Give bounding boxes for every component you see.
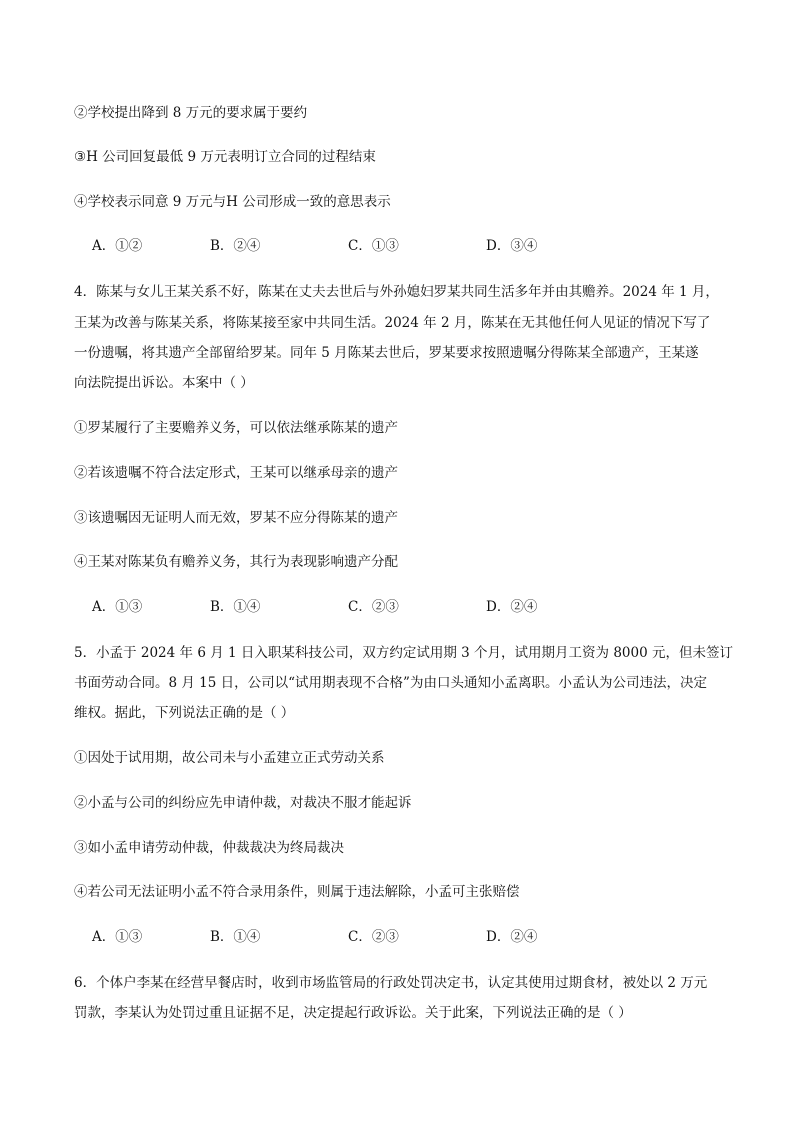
q4-stem-line-4: 向法院提出诉讼。本案中（ ）: [74, 375, 254, 391]
q5-statement-2: ②小孟与公司的纠纷应先申请仲裁，对裁决不服才能起诉: [74, 795, 412, 811]
q4-option-d[interactable]: D．②④: [486, 599, 538, 615]
q5-stem-line-1: 5．小孟于 2024 年 6 月 1 日入职某科技公司，双方约定试用期 3 个月，试用期月工资为 8000 元，但未签订: [74, 645, 733, 661]
q4-option-c[interactable]: C．②③: [348, 599, 399, 615]
q4-statement-1: ①罗某履行了主要赡养义务，可以依法继承陈某的遗产: [74, 420, 398, 436]
q4-stem-line-3: 一份遗嘱，将其遗产全部留给罗某。同年 5 月陈某去世后，罗某要求按照遗嘱分得陈某全部遗产，王某遂: [74, 345, 699, 361]
q5-option-a[interactable]: A．①③: [92, 929, 143, 945]
q3-option-d[interactable]: D．③④: [486, 238, 538, 254]
q5-stem-line-3: 维权。据此，下列说法正确的是（ ）: [74, 705, 295, 721]
q4-stem-line-1: 4．陈某与女儿王某关系不好，陈某在丈夫去世后与外孙媳妇罗某共同生活多年并由其赡养。2024 年 1 月，: [74, 284, 719, 300]
q4-option-b[interactable]: B．①④: [210, 599, 261, 615]
q5-option-b[interactable]: B．①④: [210, 929, 261, 945]
q3-option-c[interactable]: C．①③: [348, 238, 399, 254]
q5-statement-4: ④若公司无法证明小孟不符合录用条件，则属于违法解除，小孟可主张赔偿: [74, 884, 520, 900]
q3-statement-4: ④学校表示同意 9 万元与H 公司形成一致的意思表示: [74, 194, 391, 210]
q4-option-a[interactable]: A．①③: [92, 599, 143, 615]
q3-option-b[interactable]: B．②④: [210, 238, 261, 254]
q5-stem-line-2: 书面劳动合同。8 月 15 日，公司以“试用期表现不合格”为由口头通知小孟离职。小孟认为公司违法，决定: [74, 675, 707, 691]
q4-statement-3: ③该遗嘱因无证明人而无效，罗某不应分得陈某的遗产: [74, 510, 398, 526]
q6-stem-line-1: 6．个体户李某在经营早餐店时，收到市场监管局的行政处罚决定书，认定其使用过期食材，被处以 2 万元: [74, 975, 708, 991]
q4-stem-line-2: 王某为改善与陈某关系，将陈某接至家中共同生活。2024 年 2 月，陈某在无其他任何人见证的情况下写了: [74, 315, 711, 331]
q5-statement-1: ①因处于试用期，故公司未与小孟建立正式劳动关系: [74, 750, 385, 766]
q5-option-c[interactable]: C．②③: [348, 929, 399, 945]
q4-statement-2: ②若该遗嘱不符合法定形式，王某可以继承母亲的遗产: [74, 465, 398, 481]
q3-option-a[interactable]: A．①②: [92, 238, 143, 254]
q3-statement-2: ②学校提出降到 8 万元的要求属于要约: [74, 105, 308, 121]
q5-option-d[interactable]: D．②④: [486, 929, 538, 945]
q5-statement-3: ③如小孟申请劳动仲裁，仲裁裁决为终局裁决: [74, 840, 344, 856]
q3-statement-3: ③H 公司回复最低 9 万元表明订立合同的过程结束: [74, 149, 376, 165]
q4-statement-4: ④王某对陈某负有赡养义务，其行为表现影响遗产分配: [74, 554, 398, 570]
q6-stem-line-2: 罚款，李某认为处罚过重且证据不足，决定提起行政诉讼。关于此案，下列说法正确的是（ ）: [74, 1005, 632, 1021]
